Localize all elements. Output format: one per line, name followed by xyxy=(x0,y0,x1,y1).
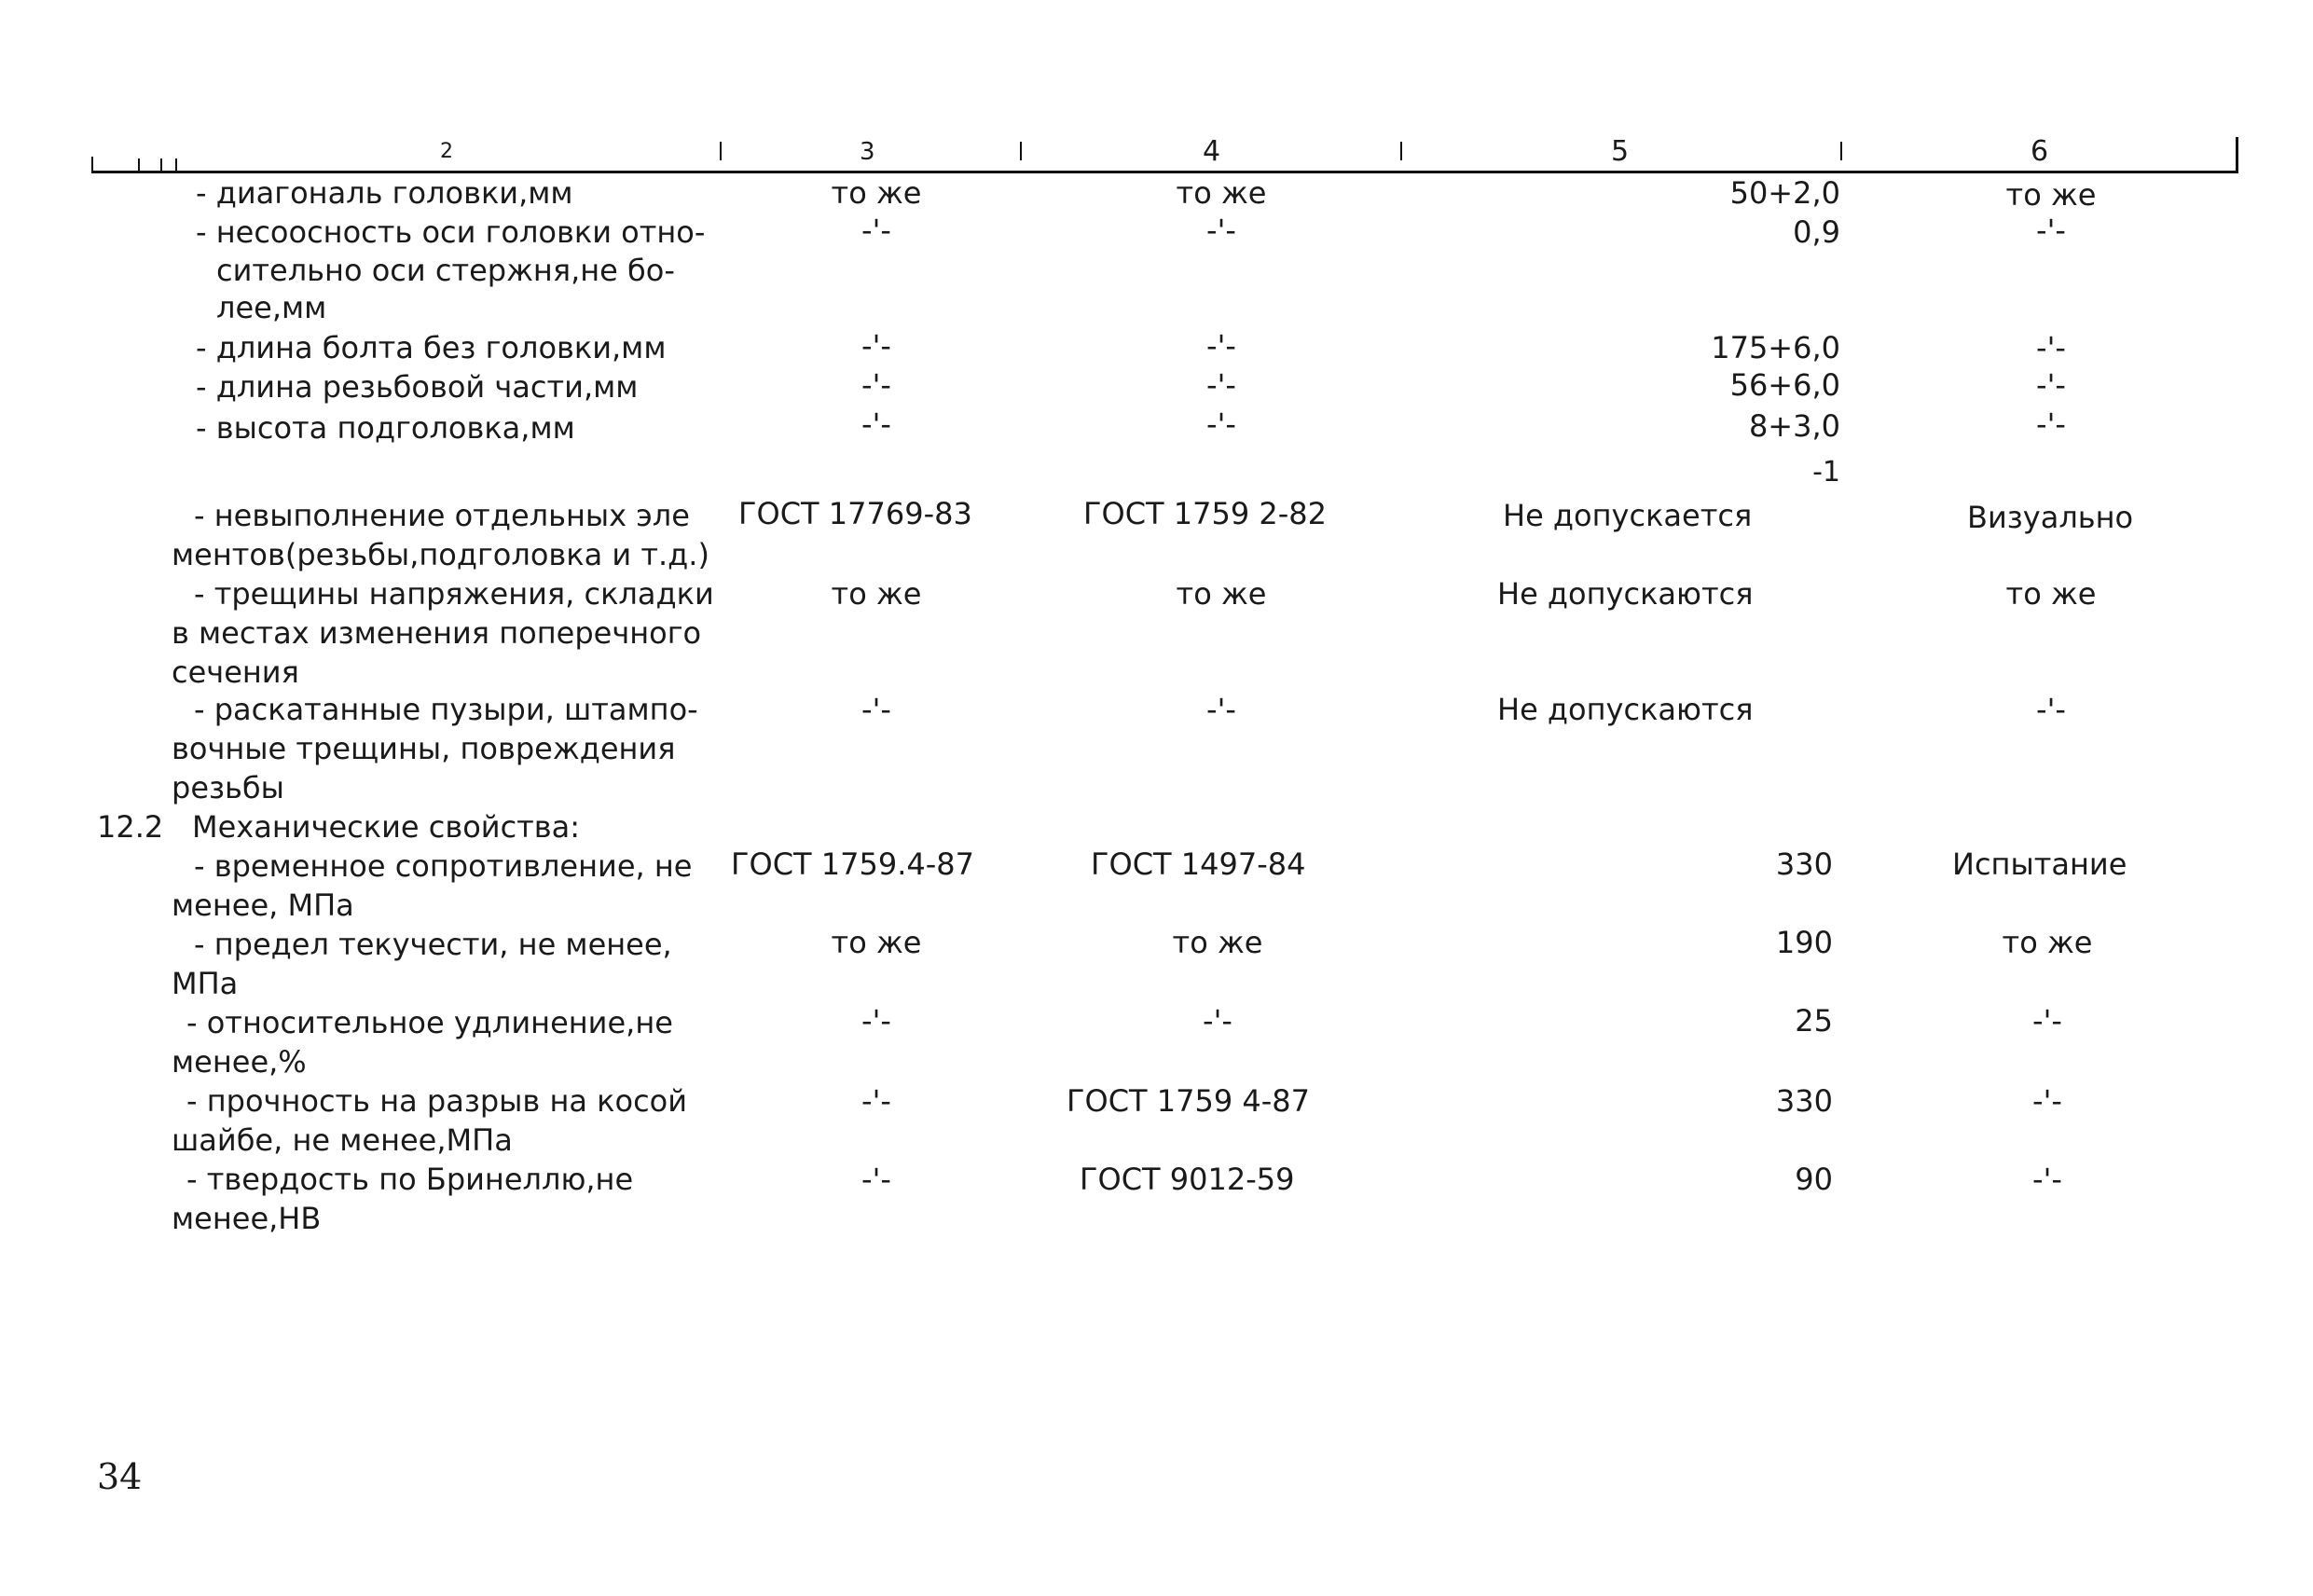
method-cell: ГОСТ 1759.4-87 xyxy=(731,846,974,882)
control-cell: -'- xyxy=(2036,367,2066,403)
header-col-4: 4 xyxy=(1203,135,1221,168)
row-label-line: менее, МПа xyxy=(172,887,354,923)
value-tolerance: -1 xyxy=(1812,456,1840,488)
row-label-line: - трещины напряжения, складки xyxy=(194,576,714,612)
method-cell: -'- xyxy=(861,692,891,727)
standard-cell: -'- xyxy=(1206,367,1236,403)
standard-cell: -'- xyxy=(1206,406,1236,442)
section-title: Механические свойства: xyxy=(192,809,581,845)
row-label-line: вочные трещины, повреждения xyxy=(172,731,676,766)
header-col-3: 3 xyxy=(860,138,875,166)
control-cell: -'- xyxy=(2036,330,2066,365)
row-label-line: - относительное удлинение,не xyxy=(186,1005,673,1040)
value-cell: 90 xyxy=(1795,1162,1833,1197)
row-label-line: лее,мм xyxy=(216,290,327,325)
header-rule-lead xyxy=(91,157,93,172)
method-cell: -'- xyxy=(861,1162,891,1197)
value-cell: Не допускается xyxy=(1503,498,1753,533)
control-cell: -'- xyxy=(2036,692,2066,727)
header-tick xyxy=(138,158,140,172)
row-label-line: шайбе, не менее,МПа xyxy=(172,1122,513,1158)
standard-cell: то же xyxy=(1176,576,1267,612)
row-label-line: - длина болта без головки,мм xyxy=(196,330,667,365)
standard-cell: -'- xyxy=(1206,213,1236,248)
page-number: 34 xyxy=(97,1456,143,1497)
header-col-2: 2 xyxy=(440,140,453,163)
row-label-line: - высота подголовка,мм xyxy=(196,410,575,446)
control-cell: -'- xyxy=(2032,1003,2062,1039)
standard-cell: -'- xyxy=(1206,328,1236,364)
standard-cell: -'- xyxy=(1203,1003,1232,1039)
header-tick xyxy=(160,158,162,172)
method-cell: -'- xyxy=(861,328,891,364)
control-cell: -'- xyxy=(2032,1162,2062,1197)
row-label-line: - предел текучести, не менее, xyxy=(194,927,672,962)
method-cell: -'- xyxy=(861,1083,891,1119)
row-label-line: - твердость по Бринеллю,не xyxy=(186,1162,634,1197)
value-cell: 330 xyxy=(1775,846,1833,882)
value-cell: 25 xyxy=(1795,1003,1833,1039)
method-cell: -'- xyxy=(861,213,891,248)
row-label-line: ментов(резьбы,подголовка и т.д.) xyxy=(172,537,709,572)
control-cell: Испытание xyxy=(1952,846,2127,882)
section-number: 12.2 xyxy=(97,809,164,845)
value-cell: 330 xyxy=(1775,1083,1833,1119)
value-cell: 175+6,0 xyxy=(1711,330,1840,365)
row-label-line: - прочность на разрыв на косой xyxy=(186,1083,688,1119)
value-cell: Не допускаются xyxy=(1497,692,1754,727)
value-cell: 50+2,0 xyxy=(1729,175,1840,211)
header-tick xyxy=(175,158,177,172)
control-cell: Визуально xyxy=(1967,500,2134,535)
control-cell: то же xyxy=(2005,576,2097,612)
row-label-line: - несоосность оси головки отно- xyxy=(196,214,706,250)
row-label-line: - раскатанные пузыри, штампо- xyxy=(194,692,698,727)
standard-cell: ГОСТ 1759 4-87 xyxy=(1067,1083,1310,1119)
standard-cell: то же xyxy=(1172,925,1263,960)
method-cell: ГОСТ 17769-83 xyxy=(738,496,972,531)
value-cell: 8+3,0 xyxy=(1748,408,1840,444)
value-cell: Не допускаются xyxy=(1497,576,1754,612)
control-cell: -'- xyxy=(2032,1083,2062,1119)
column-separator xyxy=(720,142,722,160)
header-rule-end xyxy=(2236,137,2238,173)
column-separator xyxy=(1400,142,1402,160)
row-label-line: МПа xyxy=(172,966,239,1001)
row-label-line: - диагональ головки,мм xyxy=(196,175,573,211)
control-cell: -'- xyxy=(2036,213,2066,248)
column-separator xyxy=(1020,142,1022,160)
header-col-6: 6 xyxy=(2031,135,2049,168)
standard-cell: ГОСТ 9012-59 xyxy=(1080,1162,1295,1197)
method-cell: -'- xyxy=(861,367,891,403)
row-label-line: сечения xyxy=(172,654,299,690)
header-col-5: 5 xyxy=(1611,135,1630,168)
standard-cell: ГОСТ 1759 2-82 xyxy=(1083,496,1327,531)
method-cell: -'- xyxy=(861,1003,891,1039)
standard-cell: ГОСТ 1497-84 xyxy=(1091,846,1306,882)
row-label-line: резьбы xyxy=(172,770,284,805)
row-label-line: - невыполнение отдельных эле xyxy=(194,498,690,533)
method-cell: то же xyxy=(831,576,922,612)
value-cell: 56+6,0 xyxy=(1729,367,1840,403)
standard-cell: -'- xyxy=(1206,692,1236,727)
row-label-line: - длина резьбовой части,мм xyxy=(196,369,639,405)
control-cell: -'- xyxy=(2036,406,2066,442)
control-cell: то же xyxy=(2002,925,2093,960)
row-label-line: сительно оси стержня,не бо- xyxy=(216,253,675,288)
column-separator xyxy=(1840,142,1842,160)
method-cell: то же xyxy=(831,925,922,960)
value-cell: 0,9 xyxy=(1793,214,1840,250)
row-label-line: менее,% xyxy=(172,1044,307,1080)
control-cell: то же xyxy=(2005,177,2097,213)
standard-cell: то же xyxy=(1176,175,1267,211)
value-cell: 190 xyxy=(1775,925,1833,960)
method-cell: то же xyxy=(831,175,922,211)
row-label-line: - временное сопротивление, не xyxy=(194,848,693,884)
method-cell: -'- xyxy=(861,406,891,442)
row-label-line: в местах изменения поперечного xyxy=(172,615,702,651)
row-label-line: менее,НВ xyxy=(172,1201,322,1236)
